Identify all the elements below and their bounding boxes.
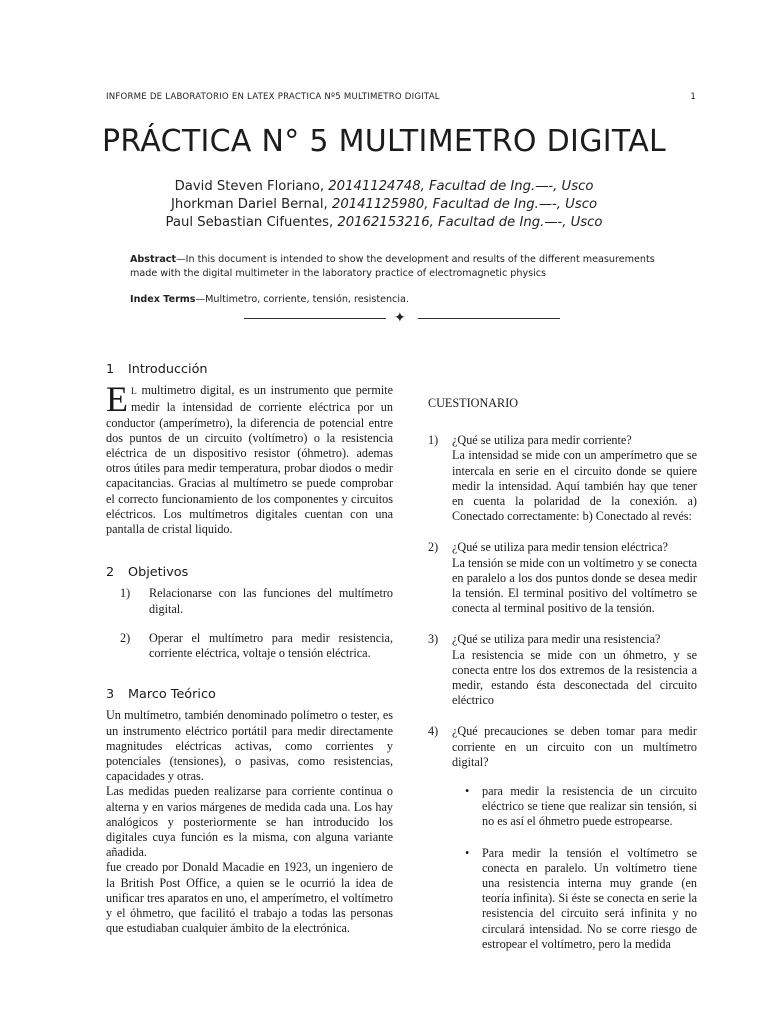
page-number: 1 <box>690 92 696 102</box>
list-item: • Para medir la tensión el voltímetro se conecta en paralelo. Un voltímetro tiene una resistencia interna muy grande (en teoría infinita). Si éste se conecta en serie la resistencia del circuito será infinita y no circulará intensidad. No se corre riesgo de estropear el voltímetro, pero la medida <box>465 845 697 951</box>
list-item: 1) Relacionarse con las funciones del multímetro digital. <box>120 586 393 616</box>
divider-line-left <box>244 318 386 319</box>
list-item: 1) ¿Qué se utiliza para medir corriente? La intensidad se mide con un amperímetro que se intercala en serie en el circuito donde se quiere medir la intensidad. Aquí también hay que tener en cuenta la polaridad de la conexión. a) Conectado correctamente: b) Conectado al revés: <box>428 433 697 524</box>
list-item: 4) ¿Qué precauciones se deben tomar para medir corriente en un circuito con un multímetro digital? <box>428 724 697 769</box>
author-line: Jhorkman Dariel Bernal, 20141125980, Facultad de Ing.—-, Usco <box>170 197 598 212</box>
objetivos-list <box>106 586 393 661</box>
author-line: Paul Sebastian Cifuentes, 20162153216, Facultad de Ing.—-, Usco <box>165 215 603 230</box>
running-header <box>106 92 696 102</box>
abstract <box>130 253 666 307</box>
marco-paragraph: Un multímetro, también denominado polímetro o tester, es un instrumento eléctrico portátil para medir directamente magnitudes eléctricas activas, como corrientes y potenciales (tensiones), o pasivas, como resistencias, capacidades y otras. <box>106 708 393 784</box>
section-heading-objetivos: 2 Objetivos <box>106 565 189 581</box>
left-column <box>106 362 393 937</box>
list-item: 2) ¿Qué se utiliza para medir tension eléctrica? La tensión se mide con un voltímetro y se conecta en paralelo a los dos puntos donde se desea medir la tensión. El terminal positivo del voltímetro se conecta al terminal positivo de la tensión. <box>428 540 697 616</box>
abstract-body: Abstract—In this document is intended to show the development and results of the different measurements made with the digital multimeter in the laboratory practice of electromagnetic physics <box>130 254 655 279</box>
section-heading-introduccion: 1 Introducción <box>106 362 208 377</box>
cuestionario-heading: CUESTIONARIO <box>428 396 519 410</box>
drop-cap: E <box>106 379 128 420</box>
list-item: • para medir la resistencia de un circuito eléctrico se tiene que realizar sin tensión, si no es así el óhmetro puede estropearse. <box>465 784 697 829</box>
intro-paragraph: E L multimetro digital, es un instrumento que permite medir la intensidad de corriente eléctrica por un conductor (amperímetro), la diferencia de potencial entre dos puntos de un circuito (voltímetro) o la resistencia eléctrica de un dispositivo resistor (óhmetro). ademas otros útiles para medir temperatura, probar diodos o medir capacitancias. Gracias al multímetro se puede comprobar el correcto funcionamiento de los componentes y circuitos eléctricos. Los multímetros digitales cuentan con una pantalla de cristal liquido. <box>106 379 393 537</box>
paper-title: PRÁCTICA N° 5 MULTIMETRO DIGITAL <box>101 124 667 159</box>
precauciones-list <box>428 784 697 952</box>
bullet-icon: • <box>465 784 470 799</box>
cuestionario-list <box>428 433 697 770</box>
divider-ornament-icon: ✦ <box>394 310 406 326</box>
index-terms: Index Terms—Multimetro, corriente, tensión, resistencia. <box>130 294 409 305</box>
author-line: David Steven Floriano, 20141124748, Facultad de Ing.—-, Usco <box>174 179 594 194</box>
list-item: 3) ¿Qué se utiliza para medir una resistencia? La resistencia se mide con un óhmetro, y se conecta entre los dos extremos de la resistencia a medir, estando ésta desconectada del circuito eléctrico <box>428 632 697 708</box>
marco-paragraph: Las medidas pueden realizarse para corriente continua o alterna y en varios márgenes de medida cada una. Los hay analógicos y posteriormente se han introducido los digitales cuya función es la misma, con alguna variante añadida. <box>106 784 393 860</box>
divider-line-right <box>418 318 560 319</box>
section-divider <box>244 312 560 326</box>
right-column <box>428 396 697 952</box>
marco-paragraph: fue creado por Donald Macadie en 1923, un ingeniero de la British Post Office, a quien se le ocurrió la idea de unificar tres aparatos en uno, el amperímetro, el voltímetro y el óhmetro, que facilitó el trabajo a todas las personas que estudiaban cualquier ámbito de la electrónica. <box>106 860 393 936</box>
running-title: INFORME DE LABORATORIO EN LATEX PRACTICA Nº5 MULTIMETRO DIGITAL <box>106 92 440 102</box>
list-item: 2) Operar el multímetro para medir resistencia, corriente eléctrica, voltaje o tensión eléctrica. <box>120 630 393 661</box>
author-list <box>0 178 768 232</box>
section-heading-marco-teorico: 3 Marco Teórico <box>106 687 216 703</box>
bullet-icon: • <box>465 845 470 860</box>
